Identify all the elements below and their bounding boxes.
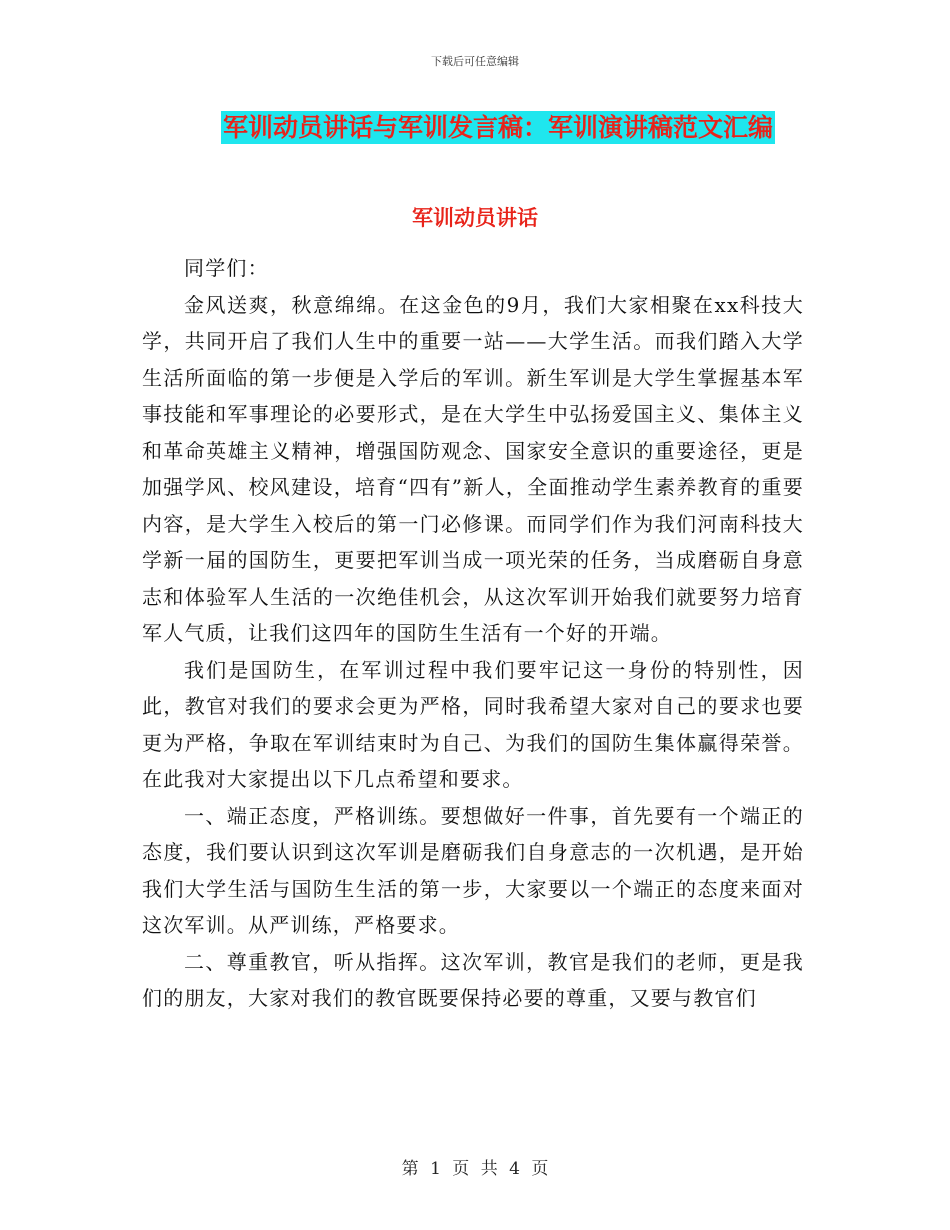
section-title: 军训动员讲话	[412, 206, 538, 230]
paragraph: 二、尊重教官，听从指挥。这次军训，教官是我们的老师，更是我们的朋友，大家对我们的教官既要保持必要的尊重，又要与教官们	[142, 949, 804, 1010]
document-title-row	[0, 111, 950, 144]
paragraph: 我们是国防生，在军训过程中我们要牢记这一身份的特别性，因此，教官对我们的要求会更为严格，同时我希望大家对自己的要求也要更为严格，争取在军训结束时为自己、为我们的国防生集体赢得荣誉。在此我对大家提出以下几点希望和要求。	[142, 657, 804, 791]
paragraph: 金风送爽，秋意绵绵。在这金色的9月，我们大家相聚在xx科技大学，共同开启了我们人生中的重要一站——大学生活。而我们踏入大学生活所面临的第一步便是入学后的军训。新生军训是大学生掌握基本军事技能和军事理论的必要形式，是在大学生中弘扬爱国主义、集体主义和革命英雄主义精神，增强国防观念、国家安全意识的重要途径，更是加强学风、校风建设，培育“四有”新人，全面推动学生素养教育的重要内容，是大学生入校后的第一门必修课。而同学们作为我们河南科技大学新一届的国防生，更要把军训当成一项光荣的任务，当成磨砺自身意志和体验军人生活的一次绝佳机会，从这次军训开始我们就要努力培育军人气质，让我们这四年的国防生生活有一个好的开端。	[142, 292, 804, 645]
page-number: 第 1 页 共 4 页	[401, 1159, 549, 1179]
paragraph: 一、端正态度，严格训练。要想做好一件事，首先要有一个端正的态度，我们要认识到这次军训是磨砺我们自身意志的一次机遇，是开始我们大学生活与国防生生活的第一步，大家要以一个端正的态度来面对这次军训。从严训练，严格要求。	[142, 803, 804, 937]
salutation: 同学们：	[184, 256, 269, 280]
document-body	[142, 250, 804, 1017]
header-note: 下载后可任意编辑	[431, 55, 519, 68]
document-title: 军训动员讲话与军训发言稿：军训演讲稿范文汇编	[222, 113, 773, 142]
